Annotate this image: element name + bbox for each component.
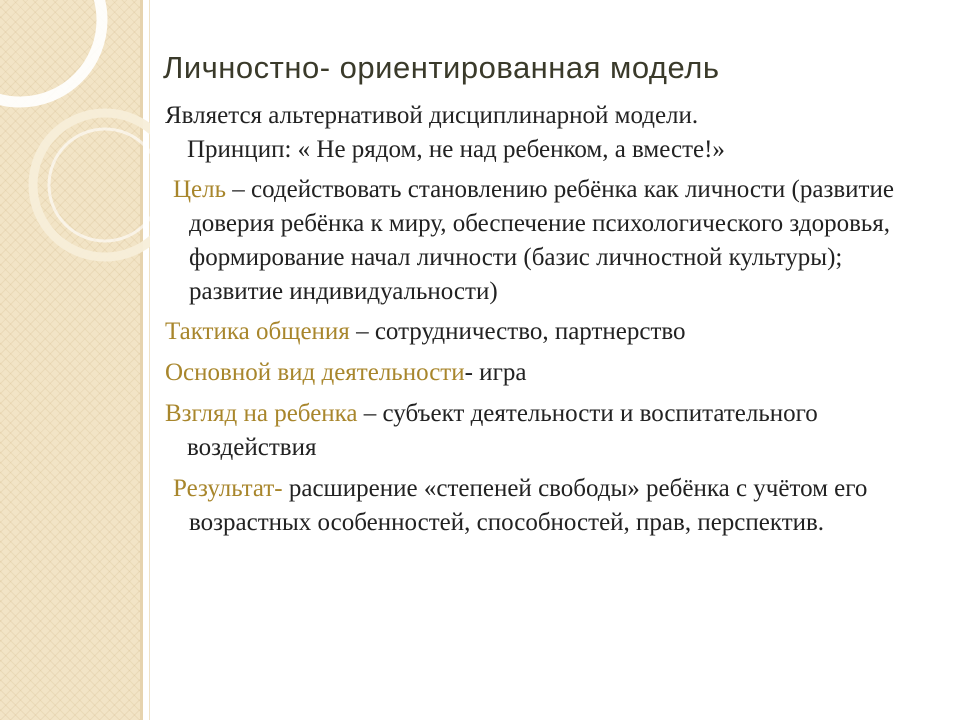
item-text: - игра xyxy=(464,359,527,386)
item-result xyxy=(165,472,925,540)
ring-large xyxy=(0,0,102,102)
item-keyword: Цель xyxy=(173,176,227,203)
slide-content xyxy=(165,99,925,547)
item-view-on-child xyxy=(165,397,925,465)
decorative-rings xyxy=(0,0,150,720)
item-keyword: Тактика общения xyxy=(165,318,350,345)
slide-title: Личностно- ориентированная модель xyxy=(163,50,720,85)
item-keyword: Основной вид деятельности xyxy=(165,359,465,386)
item-text: – субъект деятельности и воспитательного воздействия xyxy=(187,400,818,461)
intro-paragraph xyxy=(165,99,925,167)
item-text: – содействовать становлению ребёнка как личности (развитие доверия ребёнка к миру, обеспечение психологического здоровья, формирование начал личности (базис личностной культуры); развитие индивидуальности) xyxy=(189,176,894,305)
ring-inner xyxy=(49,129,150,241)
item-text: – сотрудничество, партнерство xyxy=(349,318,686,345)
item-keyword: Взгляд на ребенка xyxy=(165,400,358,427)
intro-line-2: Принцип: « Не рядом, не над ребенком, а вместе!» xyxy=(187,136,725,163)
item-goal xyxy=(165,173,925,309)
item-keyword: Результат- xyxy=(173,475,283,502)
item-text: расширение «степеней свободы» ребёнка с учётом его возрастных особенностей, способностей, прав, перспектив. xyxy=(189,475,868,536)
item-main-activity xyxy=(165,356,925,390)
item-communication-tactic xyxy=(165,315,925,349)
intro-line-1: Является альтернативой дисциплинарной модели. xyxy=(165,102,699,129)
